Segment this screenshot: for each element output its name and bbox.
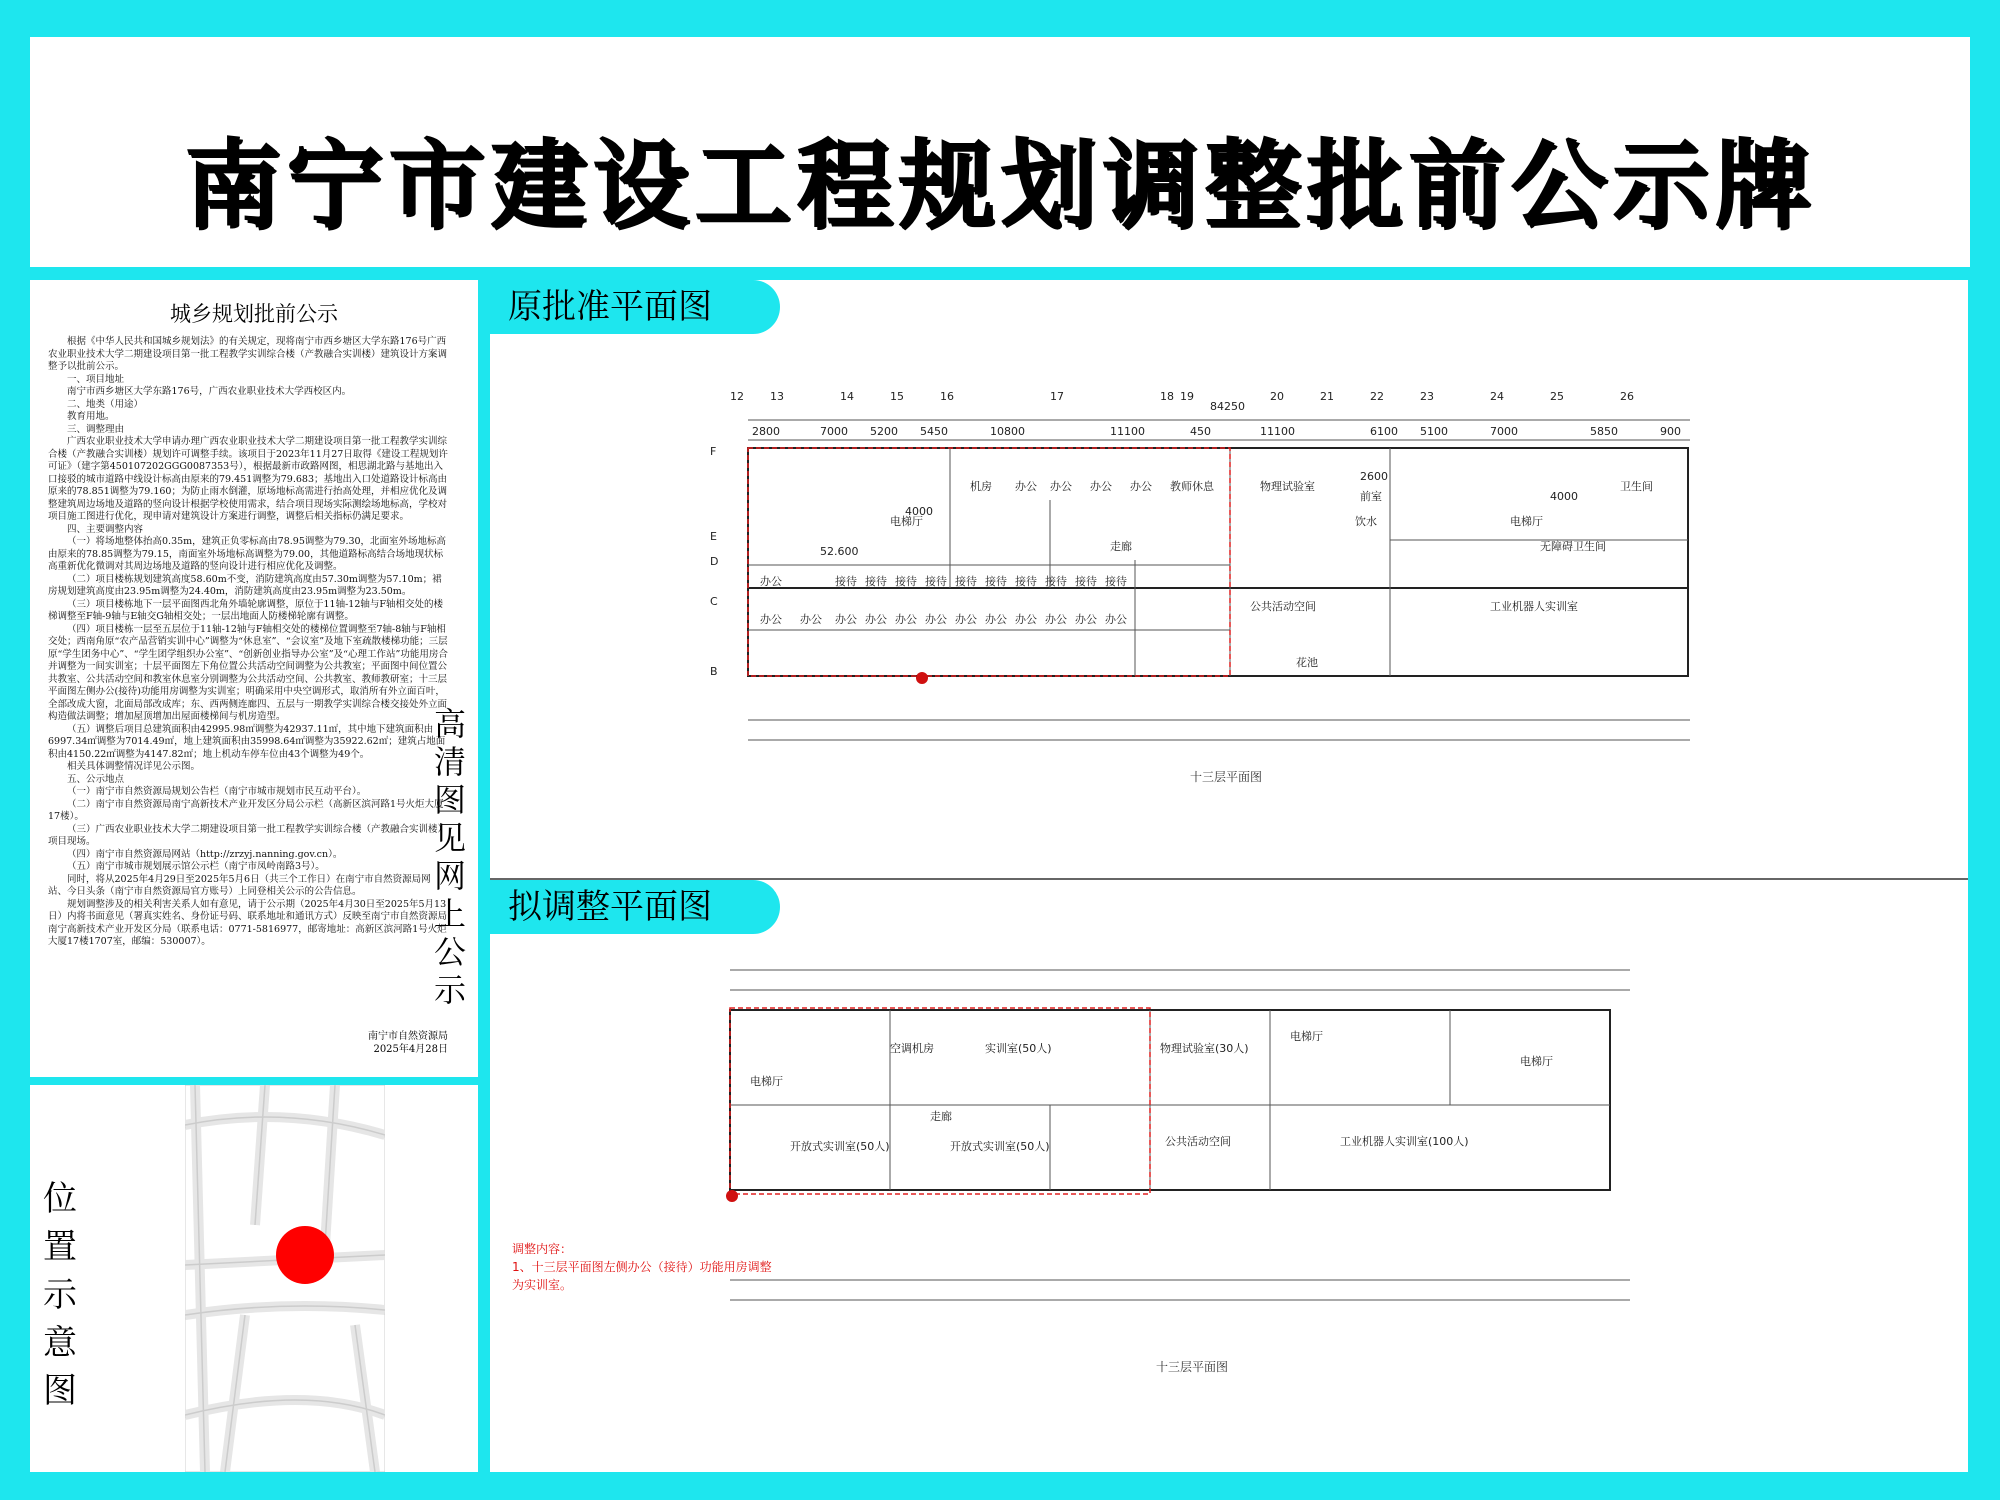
hd-label: 高清图见网上公示	[433, 705, 466, 1009]
grid-axis: 15	[890, 390, 904, 403]
small-label: 4000	[905, 505, 933, 518]
room-label: 办公	[1015, 613, 1037, 626]
grid-axis: 13	[770, 390, 784, 403]
room-label: 电梯厅	[890, 515, 923, 528]
room-label: 开放式实训室(50人)	[790, 1140, 890, 1153]
notice-signoff	[368, 1030, 448, 1056]
room-label: 办公	[895, 613, 917, 626]
small-label: 52.600	[820, 545, 859, 558]
room-label: 饮水	[1355, 515, 1377, 528]
grid-axis: 14	[840, 390, 854, 403]
notice-paragraph: 根据《中华人民共和国城乡规划法》的有关规定，现将南宁市西乡塘区大学东路176号广西农业职业技术大学二期建设项目第一批工程教学实训综合楼（产教融合实训楼）建筑设计方案调整予以批前公示。	[48, 336, 448, 372]
adjusted-floor-plan	[490, 940, 1968, 1360]
dim-label: 5450	[920, 425, 948, 438]
room-label: 物理试验室	[1260, 480, 1315, 493]
notice-paragraph: （二）南宁市自然资源局南宁高新技术产业开发区分局公示栏（高新区滨河路1号火炬大厦17楼）。	[48, 798, 444, 822]
small-label: 4000	[1550, 490, 1578, 503]
notice-paragraph: 同时，将从2025年4月29日至2025年5月6日（共三个工作日）在南宁市自然资源局网站、今日头条（南宁市自然资源局官方账号）上同登相关公示的公告信息。	[48, 873, 431, 897]
room-label: 办公	[1130, 480, 1152, 493]
dim-label: 10800	[990, 425, 1025, 438]
room-label: 空调机房	[890, 1042, 934, 1055]
title-panel	[30, 37, 1970, 267]
notice-paragraph: 规划调整涉及的相关利害关系人如有意见，请于公示期（2025年4月30日至2025年5月13日）内将书面意见（署真实姓名、身份证号码、联系地址和通讯方式）反映至南宁市自然资源局南宁高新技术产业开发区分局（联系电话：0771-5816977，邮寄地址：高新区滨河路1号火炬大厦17楼1707室，邮编：530007）。	[48, 898, 448, 947]
grid-axis: 23	[1420, 390, 1434, 403]
room-label: 办公	[1045, 613, 1067, 626]
page-title: 南宁市建设工程规划调整批前公示牌	[184, 129, 1816, 241]
dim-label: 7000	[820, 425, 848, 438]
adjusted-plan-tab: 拟调整平面图	[490, 880, 780, 934]
room-label: 办公	[1075, 613, 1097, 626]
dim-label: 5200	[870, 425, 898, 438]
notice-paragraph: （三）广西农业职业技术大学二期建设项目第一批工程教学实训综合楼（产教融合实训楼）项目现场。	[48, 823, 448, 847]
grid-axis: 12	[730, 390, 744, 403]
notice-paragraph: （四）南宁市自然资源局网站（http://zrzyj.nanning.gov.cn）。	[67, 848, 343, 860]
room-label: 办公	[1050, 480, 1072, 493]
dim-label: 11100	[1260, 425, 1295, 438]
notice-paragraph: （三）项目楼栋地下一层平面图西北角外墙轮廓调整，原位于11轴-12轴与F轴相交处的楼梯调整至F轴-9轴与E轴交G轴相交处；一层出地面人防楼梯轮廓有调整。	[48, 598, 443, 622]
row-axis: D	[710, 555, 719, 568]
room-label: 实训室(50人)	[985, 1042, 1052, 1055]
room-label: 公共活动空间	[1250, 600, 1316, 613]
row-axis: B	[710, 665, 718, 678]
room-label: 办公	[760, 613, 782, 626]
grid-axis: 17	[1050, 390, 1064, 403]
grid-axis: 24	[1490, 390, 1504, 403]
row-axis: F	[710, 445, 717, 458]
location-map	[185, 1085, 385, 1472]
plans-panel	[490, 280, 1968, 1472]
room-label: 电梯厅	[1290, 1030, 1323, 1043]
notice-paragraph: 南宁市西乡塘区大学东路176号，广西农业职业技术大学西校区内。	[67, 386, 352, 397]
original-plan-caption: 十三层平面图	[1190, 770, 1263, 784]
room-label: 接待	[1075, 575, 1097, 588]
notice-paragraph: （五）调整后项目总建筑面积由42995.98㎡调整为42937.11㎡，其中地下建筑面积由6997.34㎡调整为7014.49㎡，地上建筑面积由35998.64㎡调整为35922.62㎡；建筑占地面积由4150.22㎡调整为4147.82㎡；地上机动车停车位由43个调整为49个。	[48, 723, 446, 760]
original-floor-plan	[490, 340, 1968, 840]
notice-paragraph: 二、地类（用途）	[67, 398, 144, 410]
room-label: 接待	[895, 575, 917, 588]
dim-label: 11100	[1110, 425, 1145, 438]
room-label: 办公	[1090, 480, 1112, 493]
room-label: 公共活动空间	[1165, 1135, 1231, 1148]
room-label: 电梯厅	[1520, 1055, 1553, 1068]
dim-label: 7000	[1490, 425, 1518, 438]
notice-panel	[30, 280, 478, 1077]
notice-paragraph: 广西农业职业技术大学申请办理广西农业职业技术大学二期建设项目第一批工程教学实训综合楼（产教融合实训楼）规划许可调整手续。该项目于2023年11月27日取得《建设工程规划许可证》（建字第450107202GGG0087353号），根据最新市政路网图，相思湖北路与基地出入口接驳的城市道路中线设计标高由原来的79.451调整为79.683；基地出入口处道路设计标高由原来的78.851调整为79.160；为防止雨水倒灌，原场地标高需进行抬高处理，并相应优化及调整建筑周边场地及道路的竖向设计根据学校使用需求，结合项目现场实际测绘场地标高，学校对项目施工图进行优化，现申请对建筑设计方案进行调整，调整后相关指标仍满足要求。	[48, 436, 448, 522]
row-axis: C	[710, 595, 718, 608]
notice-paragraph: 教育用地。	[67, 411, 115, 422]
room-label: 电梯厅	[1510, 515, 1543, 528]
location-map-panel	[30, 1085, 478, 1472]
row-axis: E	[710, 530, 717, 543]
room-label: 办公	[865, 613, 887, 626]
grid-axis: 20	[1270, 390, 1284, 403]
grid-axis: 22	[1370, 390, 1384, 403]
dim-label: 450	[1190, 425, 1211, 438]
room-label: 走廊	[930, 1110, 952, 1123]
room-label: 办公	[800, 613, 822, 626]
room-label: 接待	[835, 575, 857, 588]
dim-label: 900	[1660, 425, 1681, 438]
room-label: 机房	[970, 480, 992, 493]
grid-axis: 16	[940, 390, 954, 403]
room-label: 办公	[760, 575, 782, 588]
grid-axis: 19	[1180, 390, 1194, 403]
notice-paragraph: 相关具体调整情况详见公示图。	[67, 761, 201, 772]
room-label: 接待	[865, 575, 887, 588]
dim-label: 5850	[1590, 425, 1618, 438]
room-label: 卫生间	[1620, 480, 1653, 493]
notice-paragraph: 五、公示地点	[67, 773, 125, 785]
room-label: 办公	[925, 613, 947, 626]
signoff-org: 南宁市自然资源局	[368, 1031, 448, 1042]
grid-axis: 25	[1550, 390, 1564, 403]
room-label: 接待	[1015, 575, 1037, 588]
room-label: 走廊	[1110, 540, 1132, 553]
room-label: 办公	[985, 613, 1007, 626]
signoff-date: 2025年4月28日	[373, 1044, 448, 1055]
adjustment-boundary	[730, 1008, 1150, 1194]
notice-paragraph: （四）项目楼栋一层至五层位于11轴-12轴与F轴相交处的楼梯位置调整至7轴-8轴与F轴相交处；西南角原“农产品营销实训中心”调整为“休息室”、“会议室”及地下室疏散楼梯功能；三层原“学生团务中心”、“学生团学组织办公室”、“创新创业指导办公室”及“心理工作站”功能用房合并调整为一间实训室；十层平面图左下角位置公共活动空间调整为公共教室；平面图中间位置公共教室、公共活动空间和教室休息室分别调整为公共活动空间、公共教室、教师教研室；十三层平面图左侧办公(接待)功能用房调整为实训室；明确采用中央空调形式，取消所有外立面百叶，全部改成大窗，北面局部改成库；东、西两侧连廊四、五层与一期教学实训综合楼交接处外立面构造做法调整；增加屋顶增加出屋面楼梯间与机房造型。	[48, 623, 448, 722]
room-label: 工业机器人实训室	[1490, 600, 1578, 613]
location-marker	[276, 1226, 334, 1284]
notice-paragraph: 一、项目地址	[67, 373, 125, 385]
adjustment-note	[512, 1240, 782, 1294]
adjustment-note-text: 1、十三层平面图左侧办公（接待）功能用房调整为实训室。	[512, 1260, 772, 1292]
small-label: 2600	[1360, 470, 1388, 483]
room-label: 电梯厅	[750, 1075, 783, 1088]
dim-label: 2800	[752, 425, 780, 438]
adjusted-plan-caption: 十三层平面图	[1156, 1360, 1229, 1374]
original-plan-tab: 原批准平面图	[490, 280, 780, 334]
room-label: 工业机器人实训室(100人)	[1340, 1135, 1469, 1148]
grid-axis: 18	[1160, 390, 1174, 403]
room-label: 开放式实训室(50人)	[950, 1140, 1050, 1153]
room-label: 物理试验室(30人)	[1160, 1042, 1249, 1055]
notice-paragraph: （五）南宁市城市规划展示馆公示栏（南宁市凤岭南路3号）。	[67, 861, 325, 872]
room-label: 办公	[835, 613, 857, 626]
notice-paragraph: 三、调整理由	[67, 423, 125, 435]
adjustment-note-title: 调整内容：	[512, 1242, 573, 1256]
total-dimension: 84250	[1210, 400, 1245, 413]
notice-paragraph: （一）将场地整体抬高0.35m，建筑正负零标高由78.95调整为79.30，北面室外场地标高由原来的78.85调整为79.15，南面室外场地标高调整为79.00，其他道路标高结合场地现状标高重新优化微调对其周边场地及道路的竖向设计进行相应优化及调整。	[48, 536, 447, 572]
room-label: 前室	[1360, 490, 1382, 503]
dim-label: 5100	[1420, 425, 1448, 438]
grid-axis: 26	[1620, 390, 1634, 403]
notice-title: 城乡规划批前公示	[170, 302, 338, 326]
notice-paragraph: （二）项目楼栋规划建筑高度58.60m不变，消防建筑高度由57.30m调整为57.10m；裙房规划建筑高度由23.95m调整为24.40m，消防建筑高度由23.95m调整为23.50m。	[48, 573, 442, 597]
grid-axis: 21	[1320, 390, 1334, 403]
room-label: 办公	[955, 613, 977, 626]
room-label: 教师休息	[1170, 480, 1214, 493]
section-divider	[490, 878, 1968, 880]
room-label: 接待	[955, 575, 977, 588]
dim-label: 6100	[1370, 425, 1398, 438]
notice-paragraph: 四、主要调整内容	[67, 523, 144, 535]
room-label: 接待	[985, 575, 1007, 588]
room-label: 接待	[1105, 575, 1127, 588]
room-label: 接待	[1045, 575, 1067, 588]
room-label: 接待	[925, 575, 947, 588]
notice-paragraph: （一）南宁市自然资源局规划公告栏（南宁市城市规划市民互动平台）。	[67, 786, 367, 797]
room-label: 办公	[1015, 480, 1037, 493]
room-label: 办公	[1105, 613, 1127, 626]
room-label: 花池	[1296, 656, 1318, 669]
notice-body	[48, 336, 448, 949]
room-label: 无障碍卫生间	[1540, 540, 1606, 553]
location-map-label: 位置示意图	[43, 1179, 77, 1411]
